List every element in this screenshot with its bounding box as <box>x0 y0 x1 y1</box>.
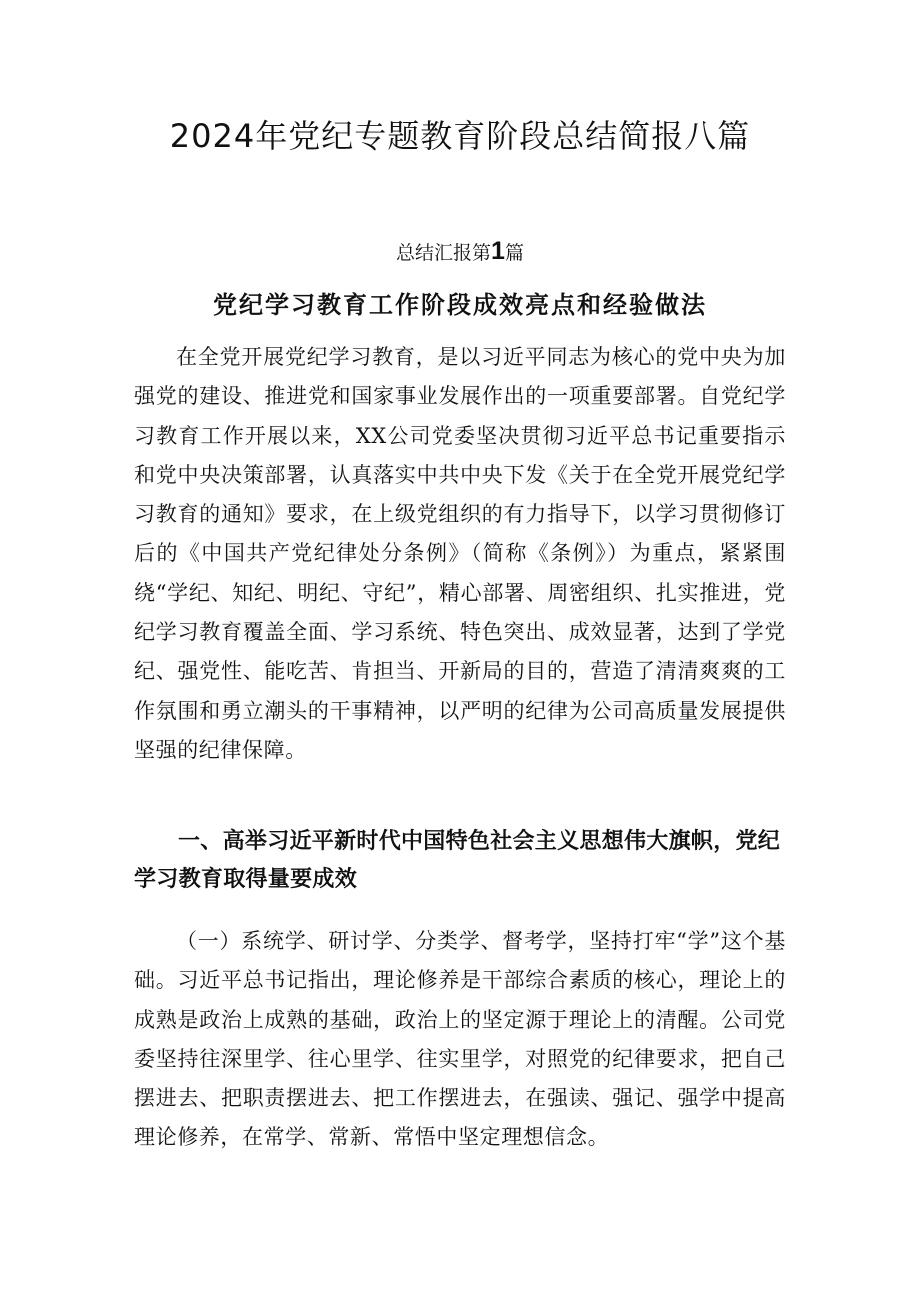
document-title: 2024年党纪专题教育阶段总结简报八篇 <box>169 117 751 155</box>
section-one-heading: 一、高举习近平新时代中国特色社会主义思想伟大旗帜，党纪学习教育取得量要成效 <box>134 829 781 892</box>
subtitle-suffix: 篇 <box>504 242 524 264</box>
subtitle-prefix: 总结汇报第 <box>396 242 492 264</box>
subtitle-number: 1 <box>491 237 505 265</box>
article-title: 党纪学习教育工作阶段成效亮点和经验做法 <box>213 290 707 319</box>
document-subtitle <box>0 236 920 268</box>
subsection-one-paragraph: （一）系统学、研讨学、分类学、督考学，坚持打牢“学”这个基础。习近平总书记指出，理论修养是干部综合素质的核心，理论上的成熟是政治上成熟的基础，政治上的坚定源于理论上的清醒。公司党委坚持往深里学、往心里学、往实里学，对照党的纪律要求，把自己摆进去、把职责摆进去、把工作摆进去，在强读、强记、强学中提高理论修养，在常学、常新、常悟中坚定理想信念。 <box>134 929 786 1150</box>
intro-paragraph: 在全党开展党纪学习教育，是以习近平同志为核心的党中央为加强党的建设、推进党和国家事业发展作出的一项重要部署。自党纪学习教育工作开展以来，XX公司党委坚决贯彻习近平总书记重要指示和党中央决策部署，认真落实中共中央下发《关于在全党开展党纪学习教育的通知》要求，在上级党组织的有力指导下，以学习贯彻修订后的《中国共产党纪律处分条例》（简称《条例》）为重点，紧紧围绕“学纪、知纪、明纪、守纪”，精心部署、周密组织、扎实推进，党纪学习教育覆盖全面、学习系统、特色突出、成效显著，达到了学党纪、强党性、能吃苦、肯担当、开新局的目的，营造了清清爽爽的工作氛围和勇立潮头的干事精神，以严明的纪律为公司高质量发展提供坚强的纪律保障。 <box>134 345 786 762</box>
